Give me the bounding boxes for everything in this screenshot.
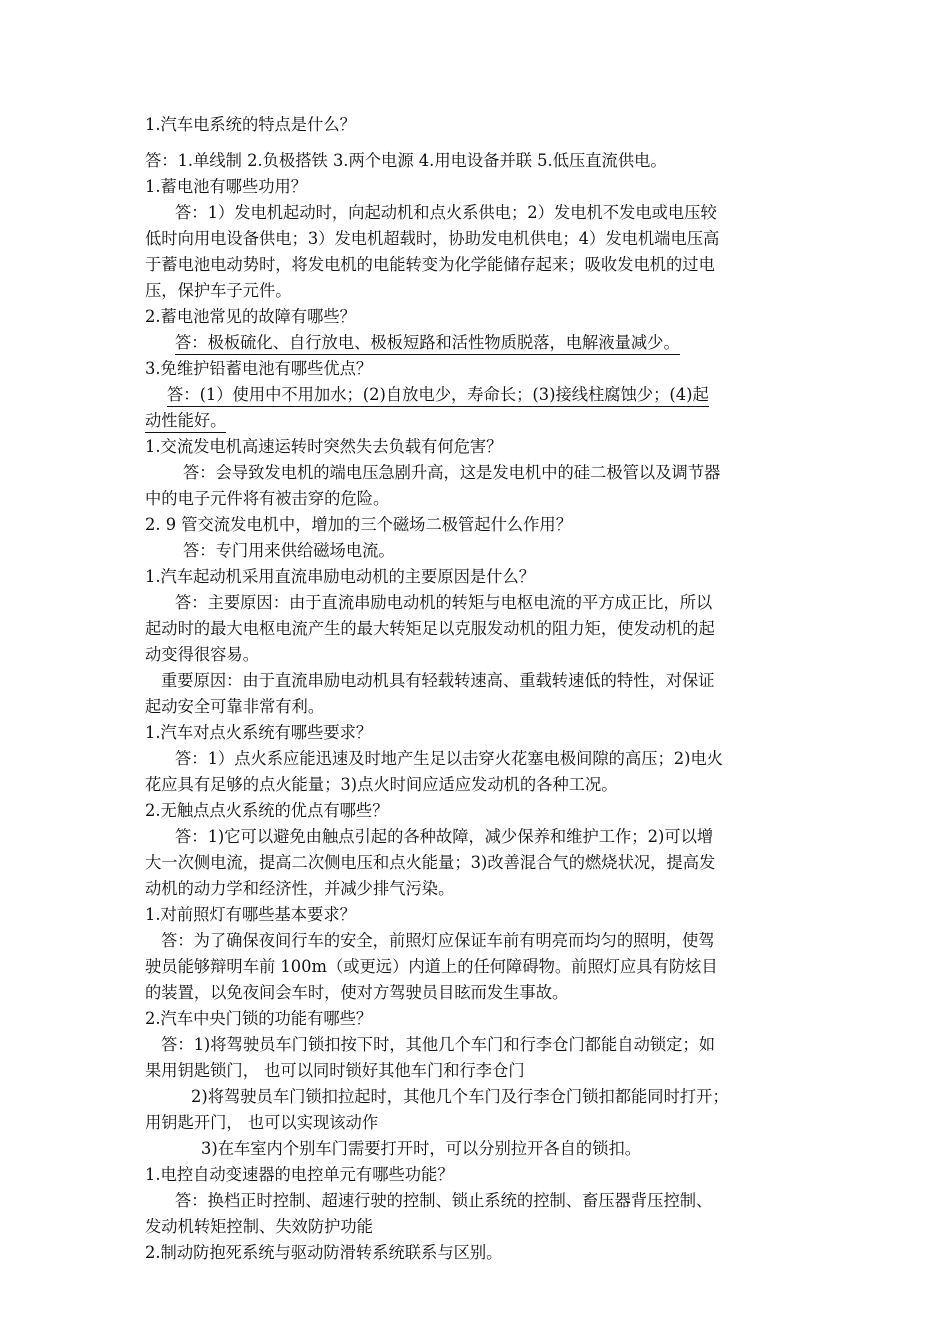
text-line-content: 大一次侧电流，提高二次侧电压和点火能量；3)改善混合气的燃烧状况，提高发 <box>145 853 716 872</box>
text-line-content: 答：1.单线制 2.负极搭铁 3.两个电源 4.用电设备并联 5.低压直流供电。 <box>145 151 667 170</box>
text-line-content: 1.对前照灯有哪些基本要求？ <box>145 905 356 924</box>
text-line <box>145 200 813 226</box>
text-line <box>145 564 813 590</box>
text-line <box>145 408 813 434</box>
text-line <box>145 1058 813 1084</box>
text-line-content: 花应具有足够的点火能量；3)点火时间应适应发动机的各种工况。 <box>145 775 618 794</box>
text-line <box>145 1136 813 1162</box>
text-line-content: 答：(1）使用中不用加水；(2)自放电少，寿命长；(3)接线柱腐蚀少；(4)起 <box>167 383 709 407</box>
text-line <box>145 512 813 538</box>
text-line-content: 的装置，以免夜间会车时，使对方驾驶员目眩而发生事故。 <box>145 983 569 1002</box>
text-line <box>145 850 813 876</box>
text-line-content: 驶员能够辩明车前 100m（或更远）内道上的任何障碍物。前照灯应具有防炫目 <box>145 957 718 976</box>
text-line <box>145 1162 813 1188</box>
text-line-content: 答：主要原因：由于直流串励电动机的转矩与电枢电流的平方成正比，所以 <box>175 593 713 612</box>
text-line-content: 答：1)将驾驶员车门锁扣按下时，其他几个车门和行李仓门都能自动锁定；如 <box>161 1035 715 1054</box>
text-line-content: 答：1）点火系应能迅速及时地产生足以击穿火花塞电极间隙的高压；2)电火 <box>175 749 724 768</box>
text-line <box>145 1006 813 1032</box>
text-line <box>145 668 813 694</box>
text-line <box>145 642 813 668</box>
text-line-content: 发动机转矩控制、失效防护功能 <box>145 1217 373 1236</box>
text-line-content: 1.交流发电机高速运转时突然失去负载有何危害？ <box>145 437 503 456</box>
text-line-content: 2.制动防抱死系统与驱动防滑转系统联系与区别。 <box>145 1243 503 1262</box>
text-line <box>145 174 813 200</box>
text-line-content: 压，保护车子元件。 <box>145 281 292 300</box>
text-line-content: 答：换档正时控制、超速行驶的控制、锁止系统的控制、畜压器背压控制、 <box>175 1191 713 1210</box>
text-line <box>145 226 813 252</box>
text-line-content: 答：会导致发电机的端电压急剧升高，这是发电机中的硅二极管以及调节器 <box>183 463 721 482</box>
text-line <box>145 902 813 928</box>
text-line-content: 2.无触点点火系统的优点有哪些？ <box>145 801 389 820</box>
text-line-content: 答：专门用来供给磁场电流。 <box>183 541 395 560</box>
text-line <box>145 252 813 278</box>
text-line <box>145 460 813 486</box>
text-line <box>145 538 813 564</box>
text-line <box>145 980 813 1006</box>
text-line-content: 2. 9 管交流发电机中，增加的三个磁场二极管起什么作用？ <box>145 515 572 534</box>
text-line <box>145 382 813 408</box>
text-line-content: 动变得很容易。 <box>145 645 259 664</box>
text-line-content: 2)将驾驶员车门锁扣拉起时，其他几个车门及行李仓门锁扣都能同时打开； <box>191 1087 729 1106</box>
text-line-content: 1.电控自动变速器的电控单元有哪些功能？ <box>145 1165 454 1184</box>
text-line-content: 2.汽车中央门锁的功能有哪些？ <box>145 1009 373 1028</box>
text-line <box>145 1240 813 1266</box>
text-line <box>145 1032 813 1058</box>
text-line-content: 答：1)它可以避免由触点引起的各种故障，减少保养和维护工作；2)可以增 <box>175 827 714 846</box>
text-line <box>145 1188 813 1214</box>
text-line-content: 重要原因：由于直流串励电动机具有轻载转速高、重载转速低的特性，对保证 <box>161 671 715 690</box>
text-line <box>145 694 813 720</box>
text-line-content: 1.汽车对点火系统有哪些要求？ <box>145 723 373 742</box>
text-line <box>145 798 813 824</box>
text-line-content: 答：极板硫化、自行放电、极板短路和活性物质脱落，电解液量减少。 <box>175 331 680 355</box>
text-line-content: 1.汽车起动机采用直流串励电动机的主要原因是什么？ <box>145 567 536 586</box>
text-line <box>145 876 813 902</box>
text-line-content: 3.免维护铅蓄电池有哪些优点？ <box>145 359 373 378</box>
text-line <box>145 720 813 746</box>
text-line-content: 起动时的最大电枢电流产生的最大转矩足以克服发动机的阻力矩，使发动机的起 <box>145 619 715 638</box>
text-line <box>145 486 813 512</box>
text-line-content: 动机的动力学和经济性，并减少排气污染。 <box>145 879 455 898</box>
text-line-content: 3)在车室内个别车门需要打开时，可以分别拉开各自的锁扣。 <box>201 1139 642 1158</box>
text-line-content: 答：1）发电机起动时，向起动机和点火系供电；2）发电机不发电或电压较 <box>175 203 717 222</box>
text-line-content: 动性能好。 <box>145 409 226 433</box>
text-line-content: 中的电子元件将有被击穿的危险。 <box>145 489 390 508</box>
text-line <box>145 824 813 850</box>
text-line <box>145 1214 813 1240</box>
text-line <box>145 954 813 980</box>
text-line-content: 于蓄电池电动势时，将发电机的电能转变为化学能储存起来；吸收发电机的过电 <box>145 255 715 274</box>
text-line <box>145 590 813 616</box>
text-line-content: 起动安全可靠非常有利。 <box>145 697 325 716</box>
text-line <box>145 304 813 330</box>
text-line <box>145 356 813 382</box>
text-line-content: 1.蓄电池有哪些功用？ <box>145 177 308 196</box>
text-line <box>145 330 813 356</box>
text-line <box>145 434 813 460</box>
text-line-content: 2.蓄电池常见的故障有哪些？ <box>145 307 356 326</box>
text-line <box>145 772 813 798</box>
text-line <box>145 112 813 138</box>
text-line <box>145 1084 813 1110</box>
document-page <box>145 112 813 1266</box>
text-line <box>145 1110 813 1136</box>
text-line-content: 果用钥匙锁门， 也可以同时锁好其他车门和行李仓门 <box>145 1061 525 1080</box>
text-line-content: 低时向用电设备供电；3）发电机超载时，协助发电机供电；4）发电机端电压高 <box>145 229 720 248</box>
text-line-content: 用钥匙开门， 也可以实现该动作 <box>145 1113 379 1132</box>
text-line <box>145 928 813 954</box>
text-line <box>145 278 813 304</box>
text-line-content: 答：为了确保夜间行车的安全，前照灯应保证车前有明亮而均匀的照明，使驾 <box>161 931 715 950</box>
text-line <box>145 148 813 174</box>
text-line <box>145 616 813 642</box>
text-line <box>145 746 813 772</box>
text-line-content: 1.汽车电系统的特点是什么？ <box>145 115 356 134</box>
